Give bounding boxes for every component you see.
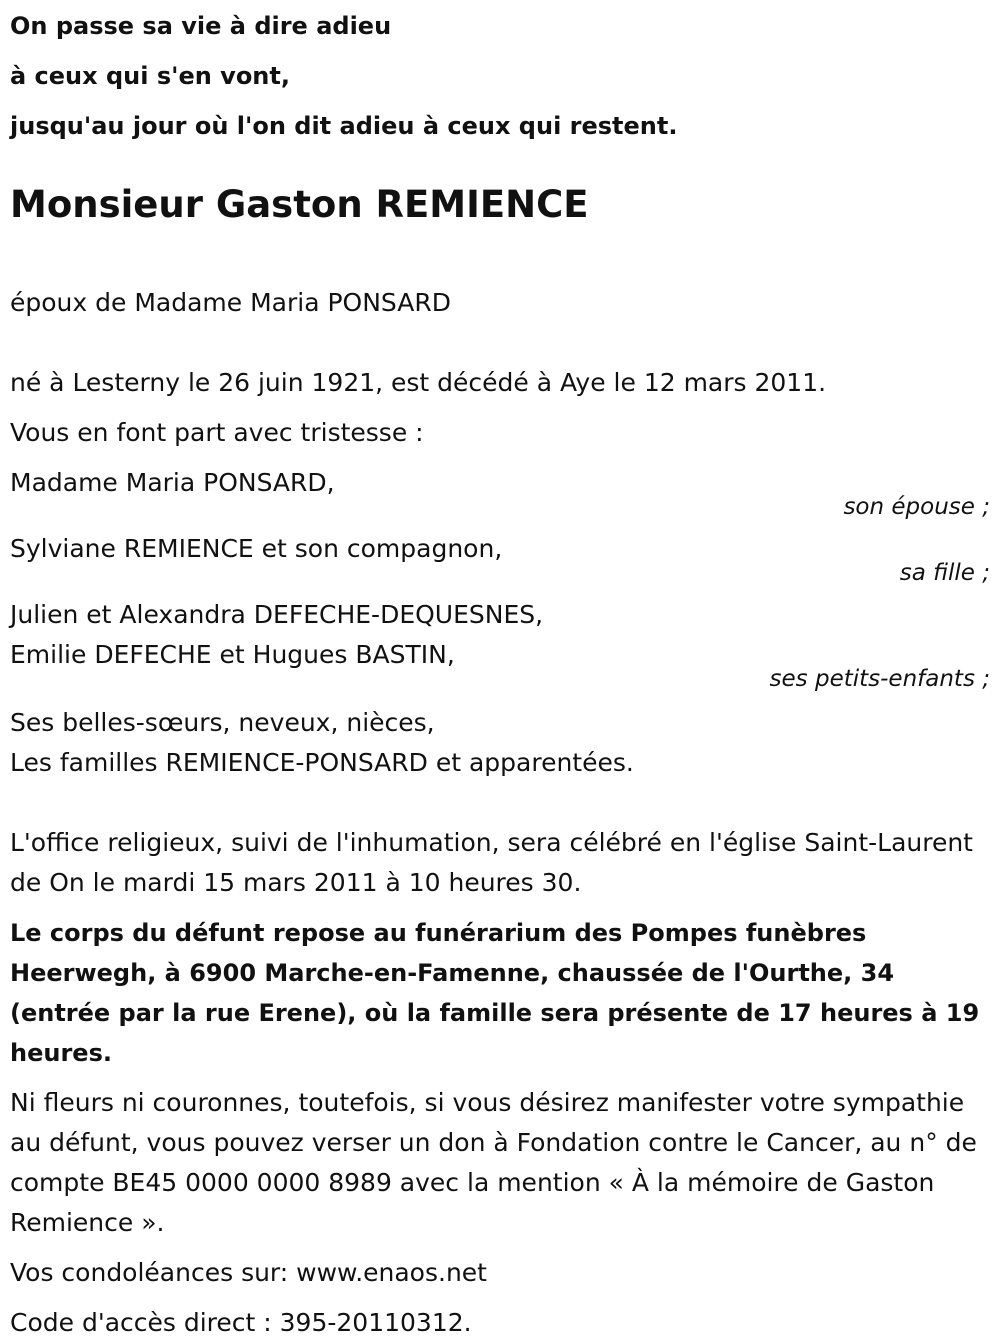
quote-line-1: On passe sa vie à dire adieu — [10, 12, 392, 40]
announcement-intro: Vous en font part avec tristesse : — [10, 418, 424, 447]
quote-line-3: jusqu'au jour où l'on dit adieu à ceux qui restent. — [10, 112, 678, 140]
funerarium-paragraph: Le corps du défunt repose au funérarium des Pompes funèbres Heerwegh, à 6900 Marche-en-Famenne, chaussée de l'Ourthe, 34 (entrée par la rue Erene), où la famille sera présente de 17 heures à 19 heures. — [10, 919, 980, 1067]
family-role: sa fille ; — [899, 560, 990, 586]
quote-line-2: à ceux qui s'en vont, — [10, 62, 290, 90]
family-role: son épouse ; — [843, 494, 990, 520]
family-member-name: Madame Maria PONSARD, — [10, 468, 335, 497]
condolences-line: Vos condoléances sur: www.enaos.net — [10, 1258, 487, 1287]
family-member-name: Sylviane REMIENCE et son compagnon, — [10, 534, 503, 563]
extended-family — [10, 703, 990, 783]
family-member-name: Julien et Alexandra DEFECHE-DEQUESNES, — [10, 600, 544, 629]
family-entry-spouse — [10, 463, 990, 519]
family-member-name: Emilie DEFECHE et Hugues BASTIN, — [10, 640, 455, 669]
family-entry-grandchildren — [10, 595, 990, 691]
extended-family-line: Les familles REMIENCE-PONSARD et apparentées. — [10, 748, 634, 777]
extended-family-line: Ses belles-sœurs, neveux, nièces, — [10, 708, 435, 737]
family-role: ses petits-enfants ; — [769, 666, 990, 692]
service-paragraph: L'office religieux, suivi de l'inhumation, sera célébré en l'église Saint-Laurent de On le mardi 15 mars 2011 à 10 heures 30. — [10, 828, 973, 897]
spouse-line: époux de Madame Maria PONSARD — [10, 288, 451, 317]
deceased-name: Monsieur Gaston REMIENCE — [10, 183, 589, 226]
family-entry-daughter — [10, 529, 990, 585]
access-code-line: Code d'accès direct : 395-20110312. — [10, 1308, 472, 1337]
obituary-page — [10, 0, 990, 1343]
epigraph-quote — [10, 1, 990, 151]
donation-paragraph: Ni fleurs ni couronnes, toutefois, si vous désirez manifester votre sympathie au défunt, vous pouvez verser un don à Fondation contre le Cancer, au n° de compte BE45 0000 0000 8989 avec la mention « À la mémoire de Gaston Remience ». — [10, 1088, 977, 1237]
birth-death-line: né à Lesterny le 26 juin 1921, est décédé à Aye le 12 mars 2011. — [10, 368, 827, 397]
